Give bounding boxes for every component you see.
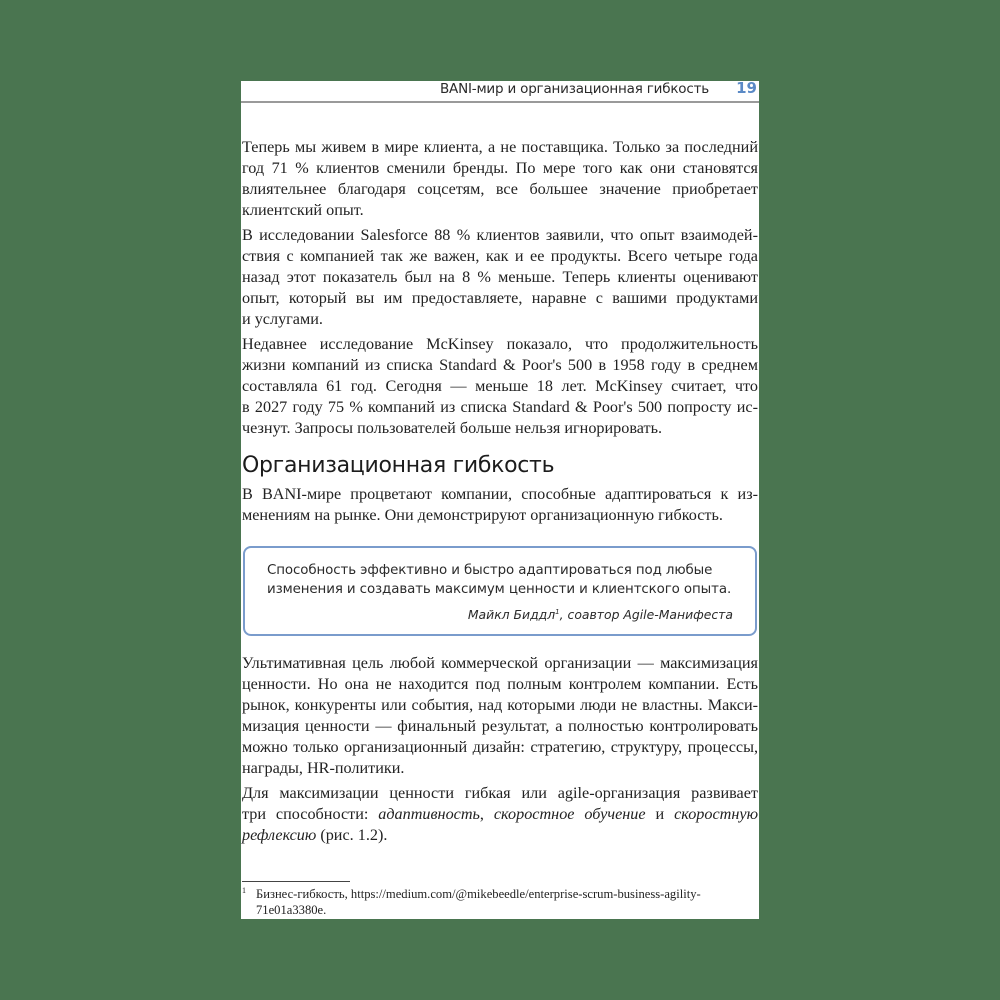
text-line [242, 825, 758, 846]
text-segment: и [645, 805, 675, 823]
text-line: ценности. Но она не находится под полным контролем компании. Есть [242, 675, 758, 693]
paragraph-three-capabilities [242, 783, 758, 846]
text-line: Недавнее исследование McKinsey показало, что продолжительность [242, 335, 758, 353]
paragraph-section-intro [242, 484, 758, 526]
text-line: и услугами. [242, 310, 323, 328]
term-adaptivity: адаптивность [378, 805, 480, 823]
page-number: 19 [736, 79, 757, 97]
text-line: ствия с компанией так же важен, как и ее продукты. Всего четыре года [242, 247, 758, 265]
quote-attribution [468, 604, 733, 623]
text-line: клиентский опыт. [242, 201, 364, 219]
quote-author: Майкл Биддл [467, 607, 556, 622]
quote-text [267, 561, 737, 599]
text-segment: три способности: [242, 805, 379, 823]
term-fast-reflection: скоростную [674, 805, 758, 823]
term-reflection: рефлексию [242, 826, 317, 844]
footnote-divider [242, 881, 350, 882]
quote-box [243, 546, 757, 636]
text-line: составляла 61 год. Сегодня — меньше 18 лет. McKinsey считает, что [242, 377, 758, 395]
text-line [242, 804, 758, 825]
text-line: награды, HR-политики. [242, 759, 405, 777]
text-line: Теперь мы живем в мире клиента, а не поставщика. Только за последний [242, 138, 758, 156]
text-line: Для максимизации ценности гибкая или agile-организация развивает [242, 784, 758, 802]
text-line: В исследовании Salesforce 88 % клиентов заявили, что опыт взаимодей- [242, 226, 758, 244]
paragraph-mckinsey [242, 334, 758, 439]
footnote-body [242, 886, 758, 918]
paragraph-customer-world [242, 137, 758, 221]
text-line: влиятельнее благодаря соцсетям, все большее значение приобретает [242, 180, 758, 198]
text-line: назад этот показатель был на 8 % меньше. Теперь клиенты оценивают [242, 268, 758, 286]
text-line: менениям на рынке. Они демонстрируют организационную гибкость. [242, 506, 723, 524]
footnote [242, 886, 758, 918]
book-page [241, 81, 759, 919]
footnote-marker: 1 [242, 886, 246, 895]
text-line: мизация ценности — финальный результат, а полностью контролировать [242, 717, 758, 735]
text-line: В BANI-мире процветают компании, способные адаптироваться к из- [242, 485, 758, 503]
text-line: можно только организационный дизайн: стратегию, структуру, процессы, [242, 738, 758, 756]
text-line: в 2027 году 75 % компаний из списка Standard & Poor's 500 попросту ис- [242, 398, 758, 416]
running-title: BANI-мир и организационная гибкость [440, 81, 709, 97]
figure-reference: (рис. 1.2). [316, 826, 388, 844]
running-header [241, 81, 759, 102]
footnote-reference: 1 [555, 608, 560, 616]
footnote-line: 71e01a3380e. [256, 903, 327, 917]
paragraph-value-maximization [242, 653, 758, 779]
text-segment: , [479, 805, 494, 823]
section-heading: Организационная гибкость [242, 453, 555, 478]
text-line: чезнут. Запросы пользователей больше нельзя игнорировать. [242, 419, 663, 437]
paragraph-salesforce [242, 225, 758, 330]
footnote-line: Бизнес-гибкость, https://medium.com/@mikebeedle/enterprise-scrum-business-agility- [256, 887, 701, 901]
text-line: жизни компаний из списка Standard & Poor's 500 в 1958 году в среднем [242, 356, 758, 374]
quote-line: изменения и создавать максимум ценности и клиентского опыта. [267, 582, 732, 597]
quote-line: Способность эффективно и быстро адаптироваться под любые [267, 563, 713, 578]
header-divider [241, 101, 759, 103]
term-fast-learning: скоростное обучение [493, 805, 646, 823]
text-line: рынок, конкуренты или события, над которыми люди не властны. Макси- [242, 696, 758, 714]
text-line: опыт, который вы им предоставляете, наравне с вашими продуктами [242, 289, 758, 307]
text-line: год 71 % клиентов сменили бренды. По мере того как они становятся [242, 159, 758, 177]
text-line: Ультимативная цель любой коммерческой организации — максимизация [242, 654, 758, 672]
quote-author-role: , соавтор Agile-Манифеста [559, 607, 733, 622]
